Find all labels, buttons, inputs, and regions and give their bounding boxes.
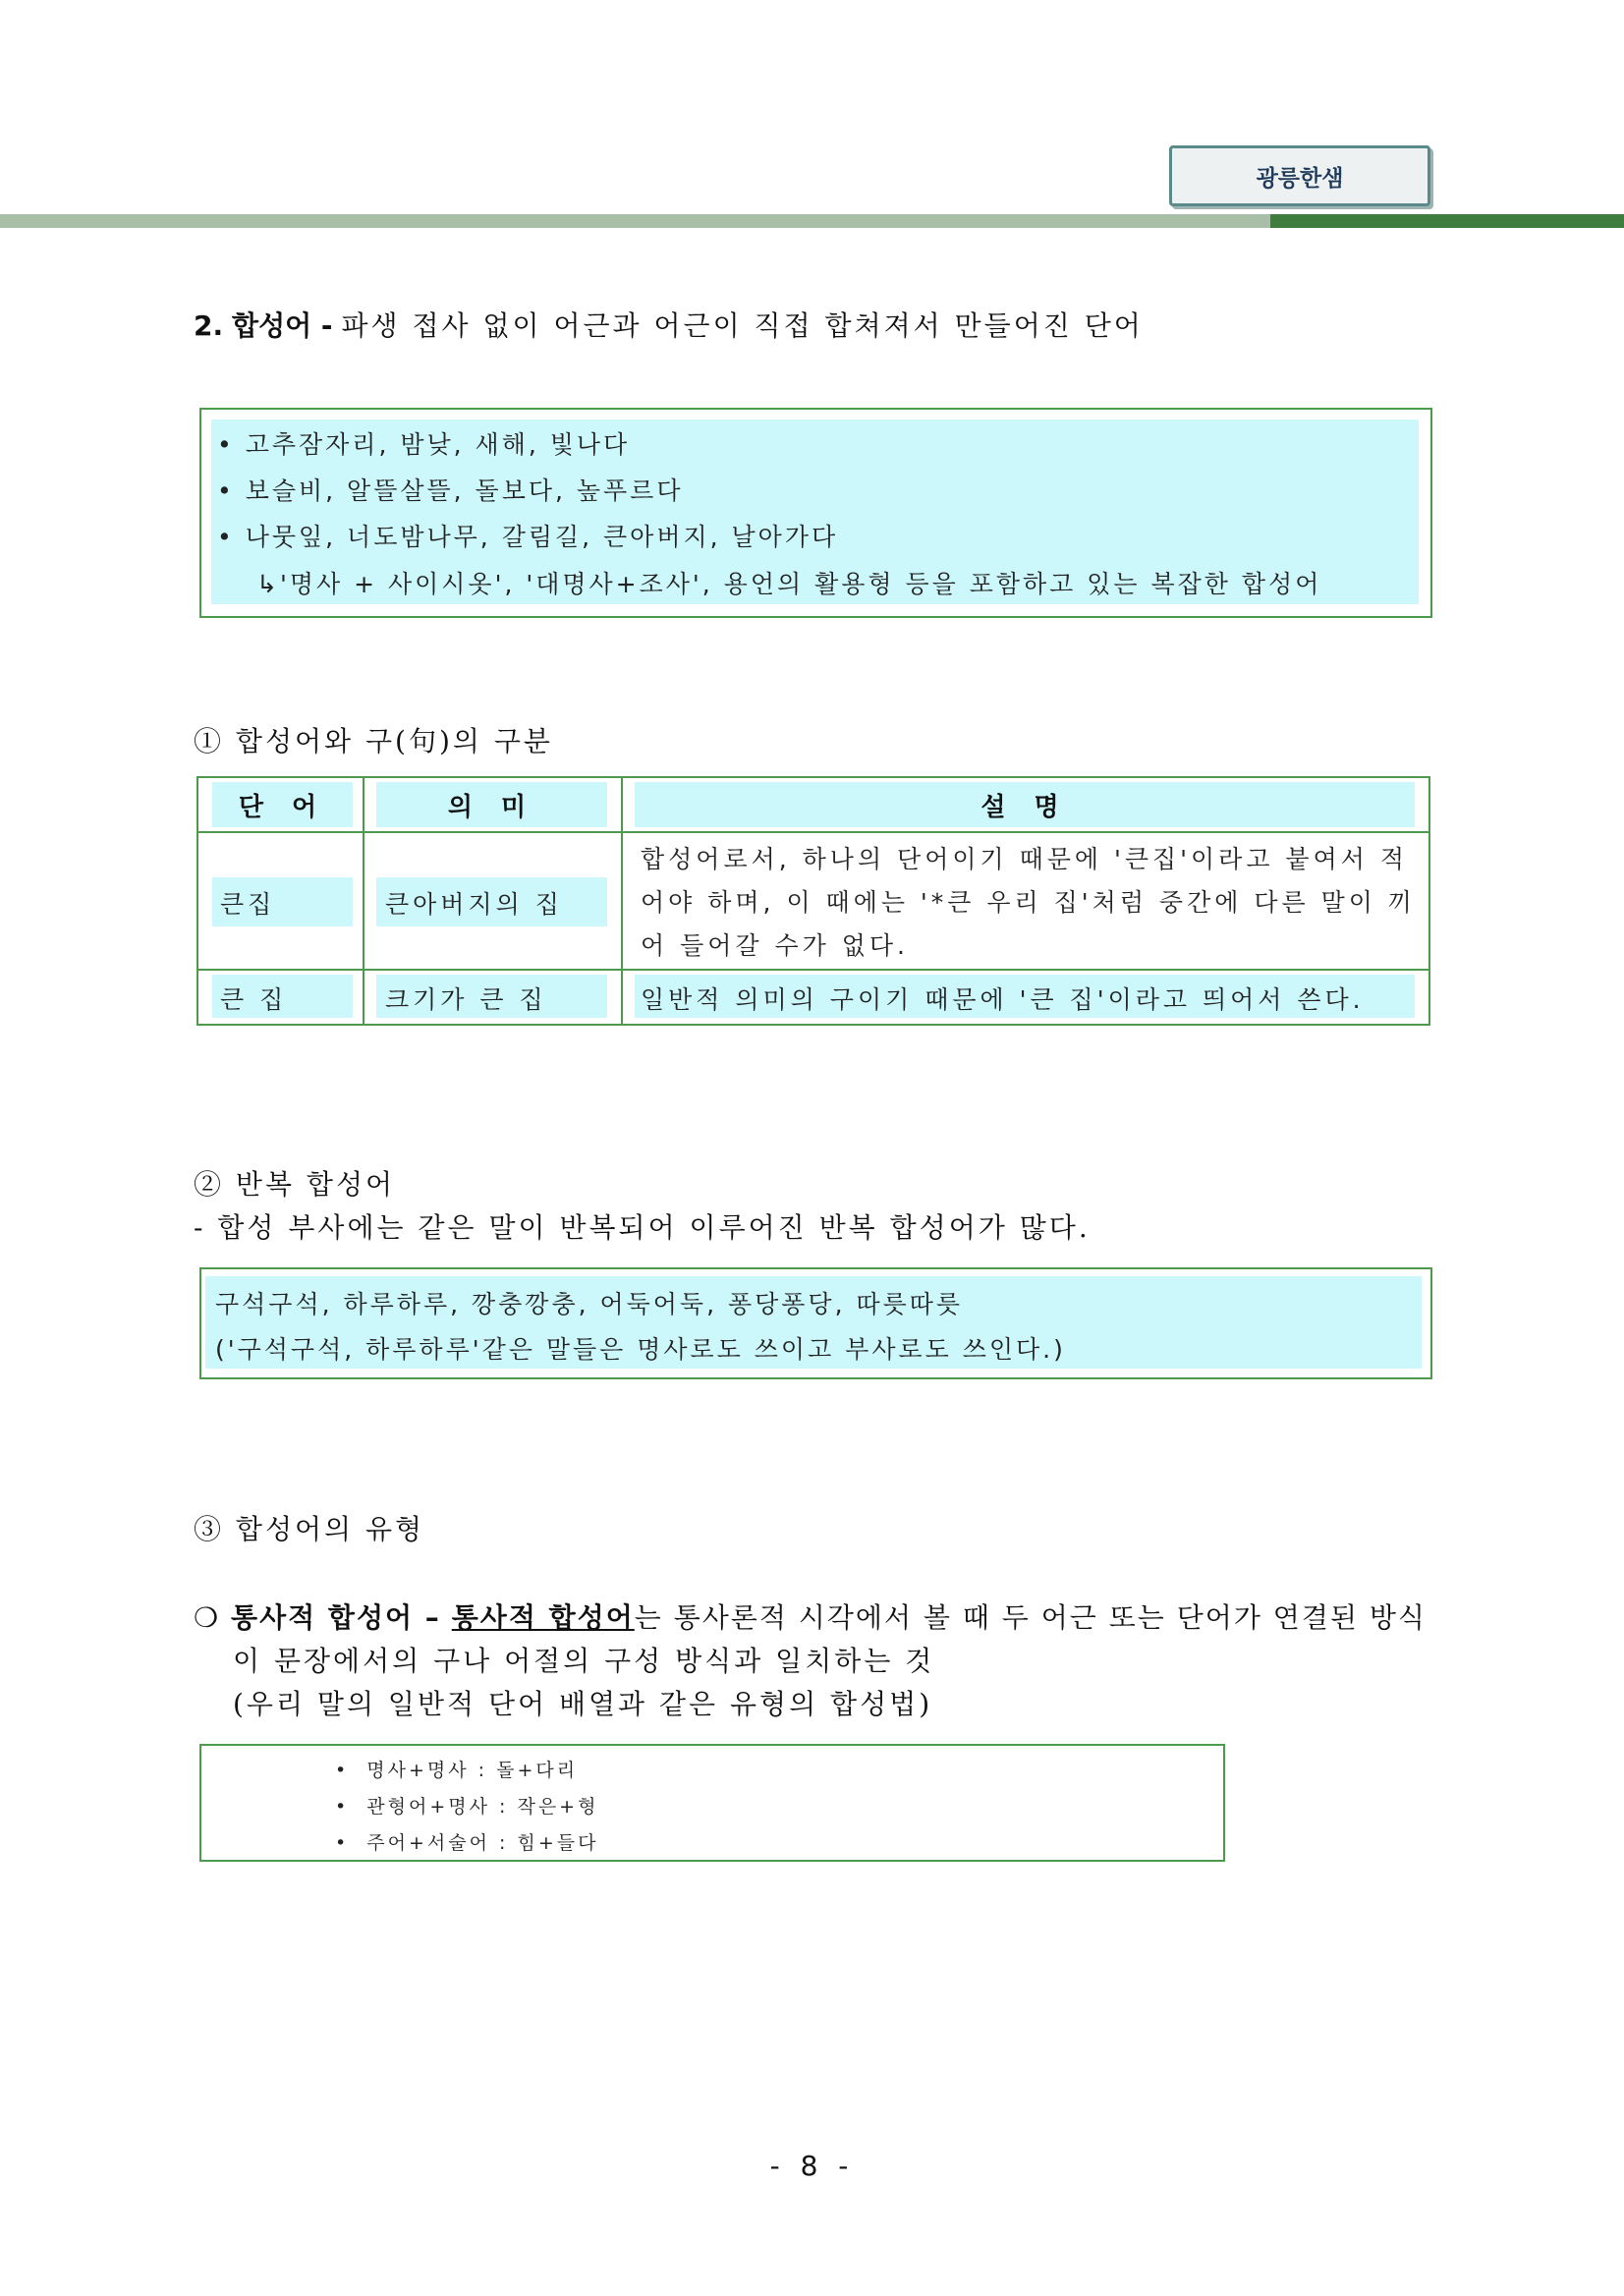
sub2-heading: ② 반복 합성어	[194, 1168, 396, 1201]
sub3-line-1	[194, 1596, 1427, 1640]
syntactic-item-3: • 주어+서술어 : 힘+들다	[335, 1832, 599, 1854]
sub3-term2: 통사적 합성어	[451, 1601, 635, 1634]
section-definition: 파생 접사 없이 어근과 어근이 직접 합쳐져서 만들어진 단어	[341, 309, 1144, 342]
sub3-desc3: (우리 말의 일반적 단어 배열과 같은 유형의 합성법)	[233, 1688, 933, 1720]
example-line-3: • 나뭇잎, 너도밤나무, 갈림길, 큰아버지, 날아가다	[217, 523, 839, 551]
table-header-word: 단 어	[212, 782, 353, 827]
word-phrase-table	[196, 776, 1430, 1026]
example-line-1: • 고추잠자리, 밤낮, 새해, 빛나다	[217, 430, 631, 459]
section-term: 합성어 -	[232, 309, 333, 342]
table-row1-word: 큰집	[220, 890, 276, 919]
table-row1-explain-2: 어야 하며, 이 때에는 '*큰 우리 집'처럼 중간에 다른 말이 끼	[641, 888, 1416, 917]
note-arrow-icon: ↳	[256, 570, 280, 598]
header-badge: 광릉한샘	[1169, 145, 1430, 206]
table-row2-word: 큰 집	[220, 985, 288, 1014]
table-row2-meaning: 크기가 큰 집	[385, 985, 547, 1014]
page-number: - 8 -	[769, 2150, 855, 2182]
example-note: ↳'명사 + 사이시옷', '대명사+조사', 용언의 활용형 등을 포함하고 있는 복잡한 합성어	[256, 570, 1322, 598]
section-title	[194, 305, 1144, 348]
repetition-line-1: 구석구석, 하루하루, 깡충깡충, 어둑어둑, 퐁당퐁당, 따릇따릇	[215, 1290, 964, 1318]
syntactic-item-1: • 명사+명사 : 돌+다리	[335, 1760, 579, 1781]
sub3-desc2: 이 문장에서의 구나 어절의 구성 방식과 일치하는 것	[233, 1645, 935, 1677]
circle-bullet-icon: ❍	[194, 1601, 221, 1634]
repetition-box	[199, 1267, 1432, 1379]
section-number: 2.	[194, 309, 224, 342]
examples-box	[199, 408, 1432, 618]
table-header-meaning: 의 미	[376, 782, 607, 827]
table-row1-explain-3: 어 들어갈 수가 없다.	[641, 931, 909, 960]
header-rule-dark	[1270, 214, 1624, 228]
example-line-2: • 보슬비, 알뜰살뜰, 돌보다, 높푸르다	[217, 476, 684, 505]
repetition-line-2: ('구석구석, 하루하루'같은 말들은 명사로도 쓰이고 부사로도 쓰인다.)	[215, 1335, 1066, 1364]
sub2-desc: - 합성 부사에는 같은 말이 반복되어 이루어진 반복 합성어가 많다.	[194, 1211, 1091, 1244]
table-row1-meaning: 큰아버지의 집	[385, 890, 563, 919]
table-row2-explain: 일반적 의미의 구이기 때문에 '큰 집'이라고 띄어서 쓴다.	[641, 985, 1365, 1014]
syntactic-box	[199, 1744, 1225, 1862]
sub3-heading: ③ 합성어의 유형	[194, 1513, 425, 1545]
table-row1-explain-1: 합성어로서, 하나의 단어이기 때문에 '큰집'이라고 붙여서 적	[641, 845, 1408, 873]
sub3-desc1: 는 통사론적 시각에서 볼 때 두 어근 또는 단어가 연결된 방식	[634, 1601, 1427, 1634]
sub3-term1: 통사적 합성어 –	[231, 1601, 441, 1634]
header-rule-light	[0, 214, 1270, 228]
table-header-explain: 설 명	[635, 782, 1415, 827]
syntactic-item-2: • 관형어+명사 : 작은+형	[335, 1796, 599, 1818]
sub1-heading: ① 합성어와 구(句)의 구분	[194, 725, 553, 757]
